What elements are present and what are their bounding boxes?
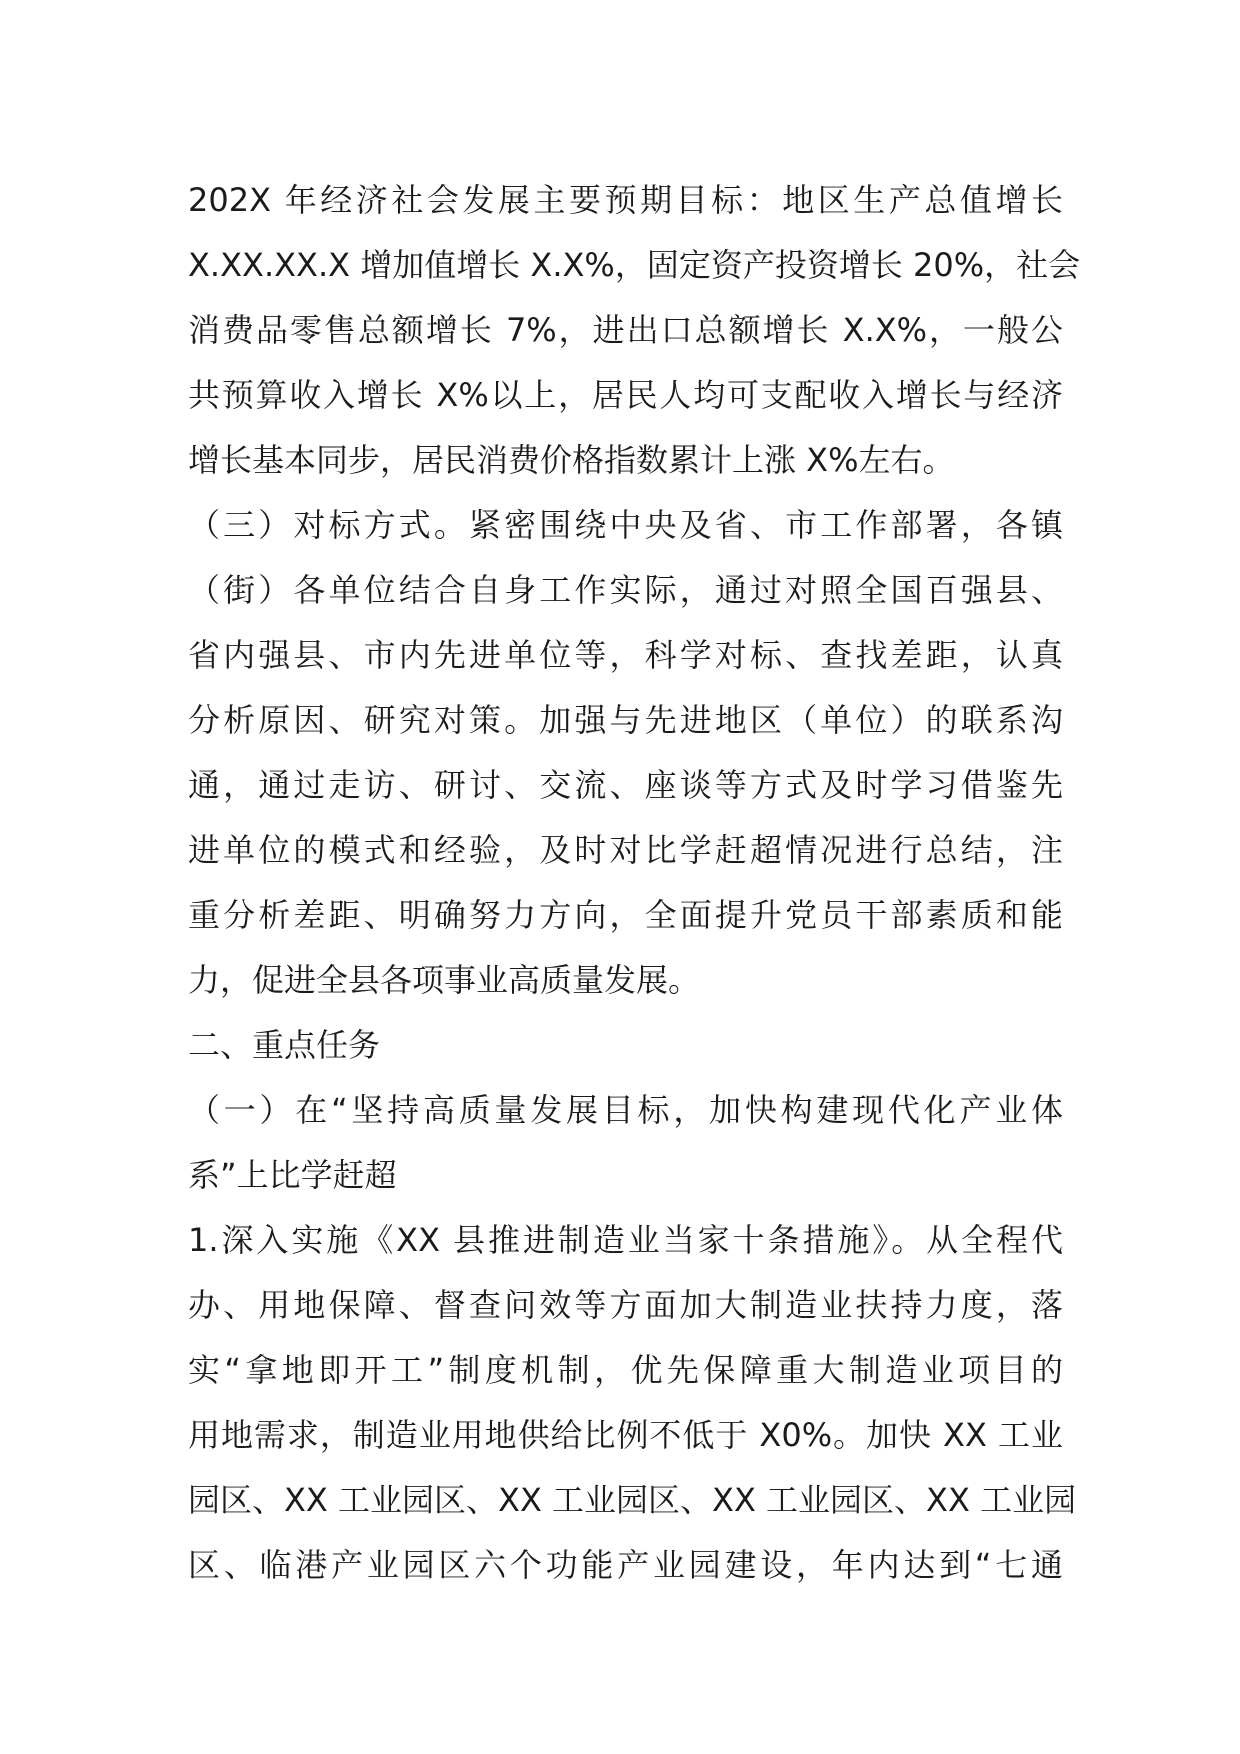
paragraph-line: 用地需求，制造业用地供给比例不低于 X0%。加快 XX 工业 bbox=[188, 1416, 1063, 1454]
subsection-heading: 系”上比学赶超 bbox=[188, 1156, 397, 1194]
paragraph-line: 省内强县、市内先进单位等，科学对标、查找差距，认真 bbox=[188, 636, 1063, 674]
paragraph-line: 区、临港产业园区六个功能产业园建设，年内达到“七通 bbox=[188, 1546, 1063, 1584]
paragraph-line: 通，通过走访、研讨、交流、座谈等方式及时学习借鉴先 bbox=[188, 766, 1063, 804]
paragraph-line: 202X 年经济社会发展主要预期目标：地区生产总值增长 bbox=[188, 181, 1063, 219]
paragraph-line: 实“拿地即开工”制度机制，优先保障重大制造业项目的 bbox=[188, 1351, 1063, 1389]
paragraph-line: （街）各单位结合自身工作实际，通过对照全国百强县、 bbox=[188, 571, 1063, 609]
paragraph-line: 1.深入实施《XX 县推进制造业当家十条措施》。从全程代 bbox=[188, 1221, 1063, 1259]
subsection-heading: （一）在“坚持高质量发展目标，加快构建现代化产业体 bbox=[188, 1091, 1063, 1129]
body-text bbox=[188, 168, 1081, 1598]
paragraph-line: 园区、XX 工业园区、XX 工业园区、XX 工业园区、XX 工业园 bbox=[188, 1481, 1077, 1519]
paragraph-line: 重分析差距、明确努力方向，全面提升党员干部素质和能 bbox=[188, 896, 1063, 934]
paragraph-line: X.XX.XX.X 增加值增长 X.X%，固定资产投资增长 20%，社会 bbox=[188, 246, 1081, 284]
section-heading: 二、重点任务 bbox=[188, 1026, 381, 1064]
paragraph-line: 消费品零售总额增长 7%，进出口总额增长 X.X%，一般公 bbox=[188, 311, 1063, 349]
paragraph-line: 共预算收入增长 X%以上，居民人均可支配收入增长与经济 bbox=[188, 376, 1063, 414]
paragraph-line: 分析原因、研究对策。加强与先进地区（单位）的联系沟 bbox=[188, 701, 1063, 739]
paragraph-line: 办、用地保障、督查问效等方面加大制造业扶持力度，落 bbox=[188, 1286, 1063, 1324]
paragraph-line: （三）对标方式。紧密围绕中央及省、市工作部署，各镇 bbox=[188, 506, 1063, 544]
paragraph-line: 增长基本同步，居民消费价格指数累计上涨 X%左右。 bbox=[188, 441, 955, 479]
paragraph-line: 进单位的模式和经验，及时对比学赶超情况进行总结，注 bbox=[188, 831, 1063, 869]
paragraph-line: 力，促进全县各项事业高质量发展。 bbox=[188, 961, 701, 999]
